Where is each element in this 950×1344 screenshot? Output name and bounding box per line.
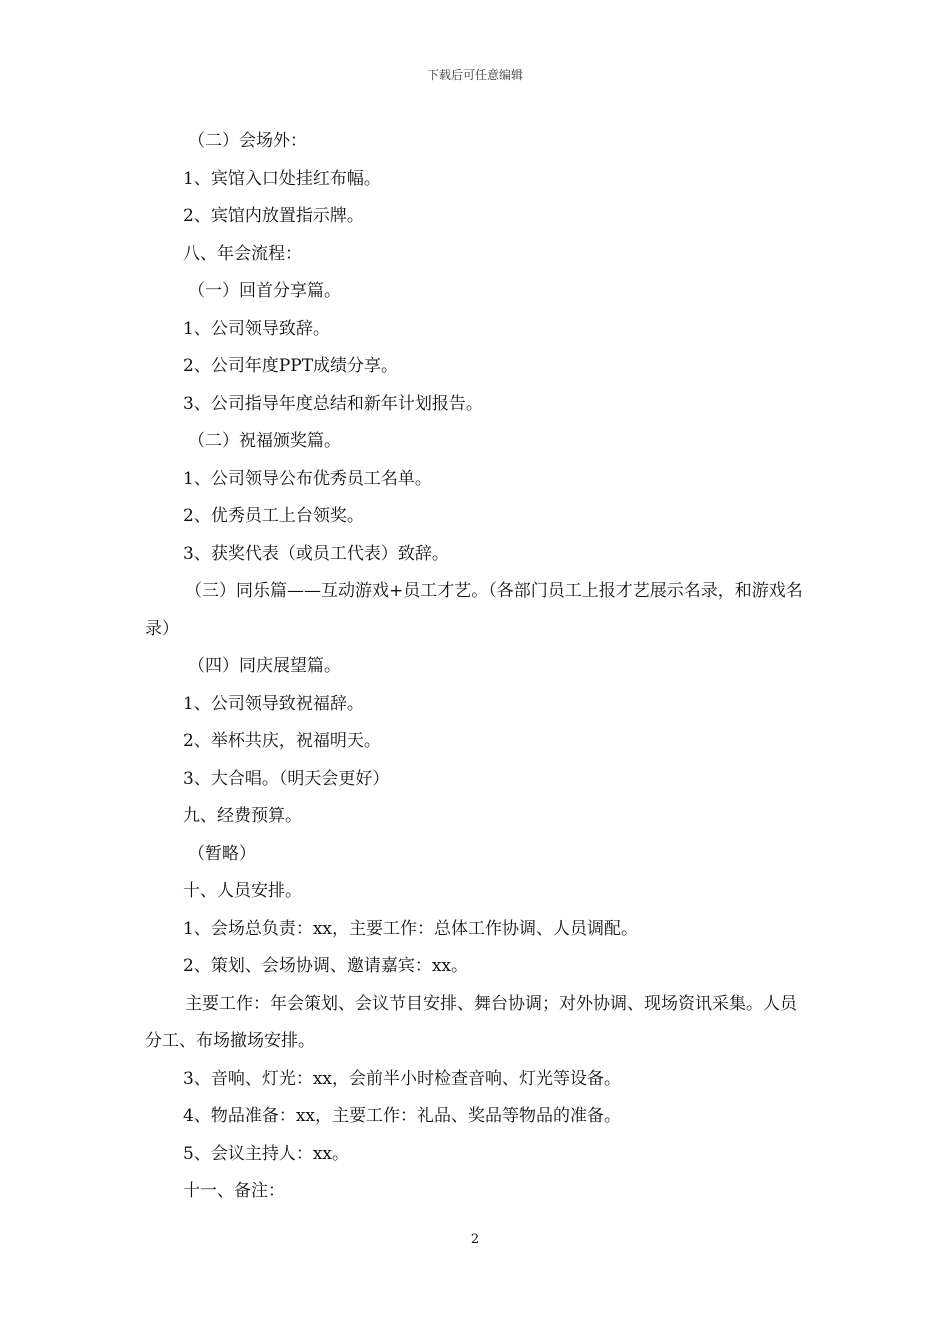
- paragraph: 1、宾馆入口处挂红布幅。: [183, 168, 381, 189]
- paragraph: 5、会议主持人：xx。: [183, 1143, 349, 1164]
- paragraph: 1、公司领导致辞。: [183, 318, 330, 339]
- paragraph: 2、举杯共庆，祝福明天。: [183, 731, 381, 751]
- paragraph: 2、优秀员工上台领奖。: [183, 506, 364, 526]
- paragraph: 2、公司年度PPT成绩分享。: [183, 356, 399, 376]
- paragraph: 1、公司领导公布优秀员工名单。: [183, 468, 432, 489]
- paragraph: （二）会场外：: [188, 131, 307, 151]
- section-heading: 十、人员安排。: [183, 881, 302, 901]
- paragraph: 3、公司指导年度总结和新年计划报告。: [183, 393, 483, 414]
- subsection-heading: （四）同庆展望篇。: [188, 656, 341, 676]
- paragraph: 2、策划、会场协调、邀请嘉宾：xx。: [183, 956, 468, 976]
- section-heading: 八、年会流程：: [183, 243, 302, 264]
- section-heading: 十一、备注：: [183, 1181, 285, 1201]
- subsection-heading: （一）回首分享篇。: [188, 281, 341, 301]
- paragraph: 2、宾馆内放置指示牌。: [183, 206, 364, 226]
- subsection-heading: （二）祝福颁奖篇。: [188, 431, 341, 451]
- paragraph: 3、大合唱。（明天会更好）: [183, 768, 390, 789]
- page-header: 下载后可任意编辑: [426, 68, 523, 82]
- document-body: [145, 123, 810, 1211]
- paragraph: 3、音响、灯光：xx，会前半小时检查音响、灯光等设备。: [183, 1068, 621, 1089]
- paragraph: 1、会场总负责：xx，主要工作：总体工作协调、人员调配。: [183, 918, 638, 939]
- subsection-heading: （三）同乐篇——互动游戏+员工才艺。（各部门员工上报才艺展示名录，和游戏名录）: [145, 581, 803, 639]
- paragraph: 4、物品准备：xx，主要工作：礼品、奖品等物品的准备。: [183, 1106, 621, 1126]
- paragraph: 主要工作：年会策划、会议节目安排、舞台协调；对外协调、现场资讯采集。人员分工、布场撤场安排。: [145, 993, 797, 1051]
- page-number: 2: [470, 1232, 480, 1247]
- paragraph: 3、获奖代表（或员工代表）致辞。: [183, 543, 449, 564]
- section-heading: 九、经费预算。: [183, 806, 302, 826]
- paragraph: （暂略）: [188, 843, 256, 864]
- paragraph: 1、公司领导致祝福辞。: [183, 693, 364, 714]
